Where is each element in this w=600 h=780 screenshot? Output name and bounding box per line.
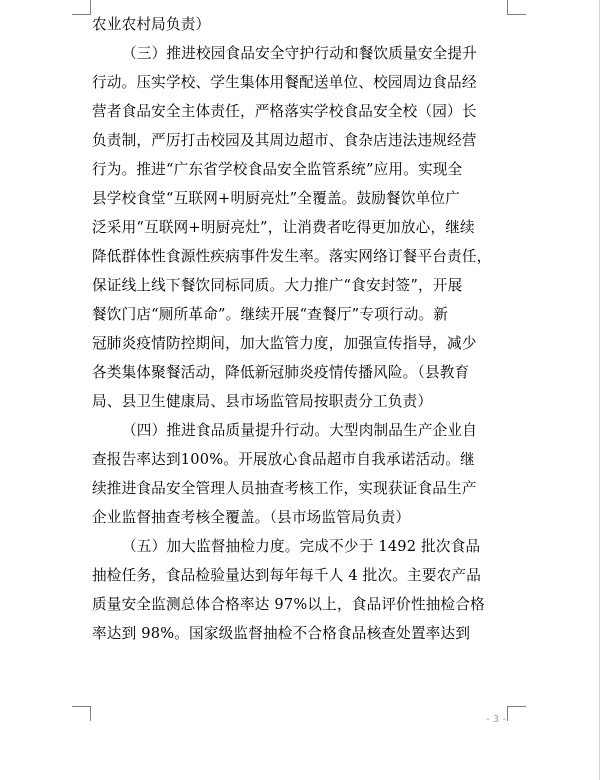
text-line: 续推进食品安全管理人员抽查考核工作，实现获证食品生产 (92, 480, 477, 497)
text-line: 泛采用“互联网+明厨亮灶”，让消费者吃得更加放心，继续 (92, 219, 475, 236)
text-line: 降低群体性食源性疾病事件发生率。落实网络订餐平台责任， (92, 248, 492, 265)
text-line: 保证线上线下餐饮同标同质。大力推广“食安封签”，开展 (92, 277, 463, 294)
text-line: 负责制，严厉打击校园及其周边超市、食杂店违法违规经营 (92, 132, 477, 149)
text-line: 企业监督抽查考核全覆盖。（县市场监管局负责） (92, 509, 411, 526)
text-line: 餐饮门店“厕所革命”。继续开展“查餐厅”专项行动。新 (92, 306, 449, 323)
crop-mark-bottom-right (507, 706, 526, 721)
text-line: 率达到 98%。国家级监督抽检不合格食品核查处置率达到 (92, 625, 471, 642)
text-line: （三）推进校园食品安全守护行动和餐饮质量安全提升 (122, 45, 478, 62)
text-line: 农业农村局负责） (92, 16, 211, 33)
crop-mark-bottom-left (72, 706, 91, 721)
text-line: （五）加大监督抽检力度。完成不少于 1492 批次食品 (122, 538, 481, 555)
text-line: 局、县卫生健康局、县市场监管局按职责分工负责） (92, 393, 433, 410)
text-line: 县学校食堂“互联网+明厨亮灶”全覆盖。鼓励餐饮单位广 (92, 190, 461, 207)
crop-mark-top-left (72, 0, 91, 15)
document-body (92, 10, 518, 648)
text-line: 各类集体聚餐活动，降低新冠肺炎疫情传播风险。（县教育 (92, 364, 470, 381)
text-line: 查报告率达到100%。开展放心食品超市自我承诺活动。继 (92, 451, 475, 468)
page-number: - 3 - (486, 714, 506, 725)
text-line: 行为。推进“广东省学校食品安全监管系统”应用。实现全 (92, 161, 463, 178)
text-line: （四）推进食品质量提升行动。大型肉制品生产企业自 (122, 422, 478, 439)
text-line: 抽检任务，食品检验量达到每年每千人 4 批次。主要农产品 (92, 567, 482, 584)
text-line: 行动。压实学校、学生集体用餐配送单位、校园周边食品经 (92, 74, 477, 91)
text-line: 质量安全监测总体合格率达 97%以上，食品评价性抽检合格 (92, 596, 485, 613)
text-line: 冠肺炎疫情防控期间，加大监管力度，加强宣传指导，减少 (92, 335, 477, 352)
text-line: 营者食品安全主体责任，严格落实学校食品安全校（园）长 (92, 103, 477, 120)
